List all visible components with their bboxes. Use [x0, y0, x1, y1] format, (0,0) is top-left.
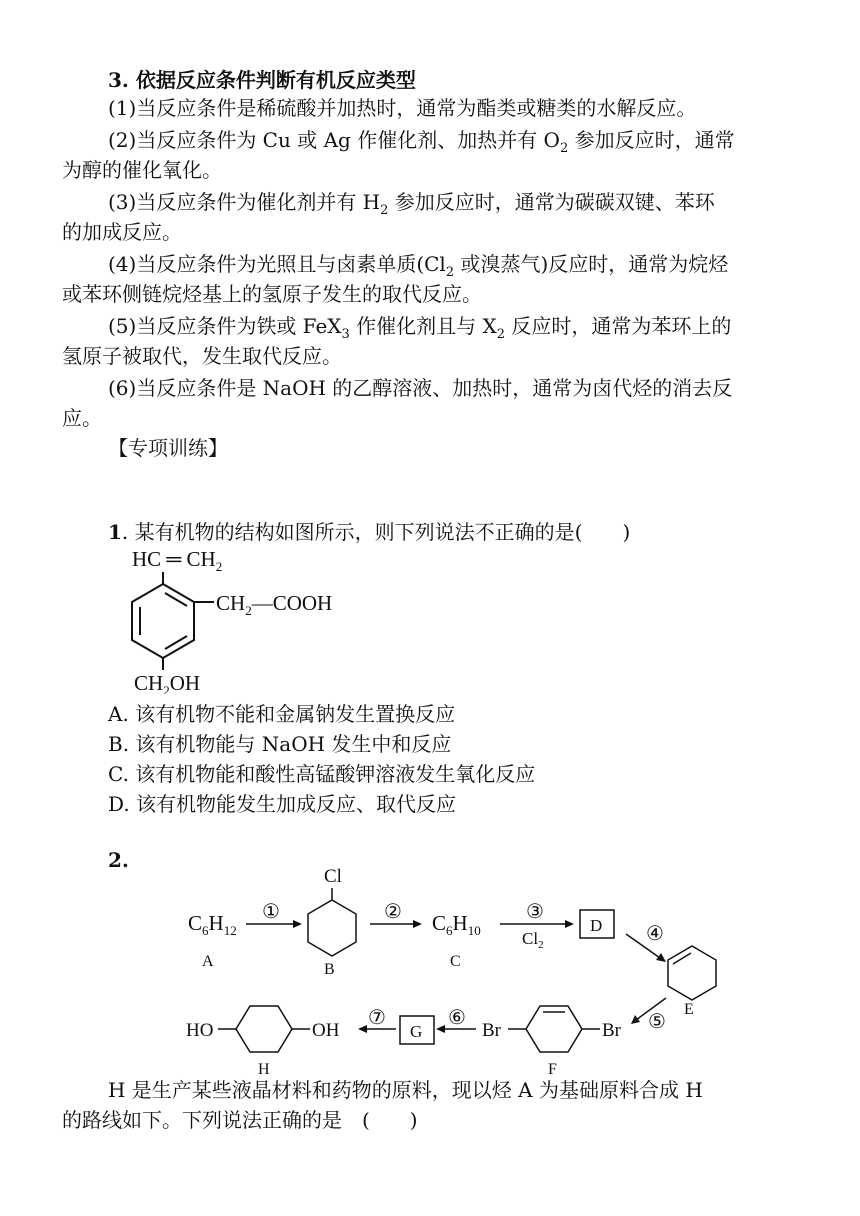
rule-item-4-cont: 或苯环侧链烷烃基上的氢原子发生的取代反应。 [62, 282, 482, 306]
compound-g-label: G [410, 1022, 423, 1041]
rule-item-5-text: (5)当反应条件为铁或 FeX [108, 314, 342, 338]
arrow-step-6-head [436, 1025, 445, 1033]
arrow-step-2-head [413, 920, 422, 928]
rule-item-4-sub: 2 [445, 265, 455, 280]
compound-h-oh: OH [312, 1020, 340, 1041]
q2-num: 2 [108, 848, 122, 872]
compound-f-label: F [548, 1061, 557, 1078]
compound-b-ring [308, 900, 356, 956]
rule-item-3-sub: 2 [380, 203, 389, 218]
rule-item-2-tail: 参加反应时，通常 [568, 128, 735, 152]
arrow-step-7-head [358, 1025, 367, 1033]
rule-item-5-tail: 反应时，通常为苯环上的 [505, 314, 732, 338]
compound-e-ring [668, 946, 716, 1000]
rule-item-2-text: (2)当反应条件为 Cu 或 Ag 作催化剂、加热并有 O [108, 128, 560, 152]
compound-e-label: E [684, 1001, 694, 1018]
q2-synthesis-scheme [180, 860, 740, 1078]
question-1-number: 1 [108, 520, 122, 544]
training-header: 【专项训练】 [108, 436, 228, 460]
step-2-marker: ② [384, 901, 402, 923]
compound-h-ring [236, 1006, 292, 1052]
q1-option-a: A. 该有机物不能和金属钠发生置换反应 [108, 702, 456, 726]
arrow-step-3-head [565, 920, 574, 928]
hydroxymethyl-label: $CH_2OH$ [134, 671, 201, 694]
compound-f-br-right: Br [602, 1020, 621, 1041]
q1-option-c: C. 该有机物能和酸性高锰酸钾溶液发生氧化反应 [108, 762, 536, 786]
compound-f-ring [526, 1006, 582, 1052]
rule-item-6: (6)当反应条件是 NaOH 的乙醇溶液、加热时，通常为卤代烃的消去反 [108, 376, 733, 400]
compound-f-br-left: Br [482, 1020, 501, 1041]
section-number: 3 [108, 68, 122, 92]
step-7-marker: ⑦ [368, 1007, 386, 1029]
rule-item-4-text: (4)当反应条件为光照且与卤素单质(Cl [108, 252, 446, 276]
question-2-stem-line-1: H 是生产某些液晶材料和药物的原料，现以烃 A 为基础原料合成 H [108, 1078, 703, 1102]
side-chain-label: $CH_2—COOH$ [216, 591, 333, 618]
rule-item-3-text: (3)当反应条件为催化剂并有 H [108, 190, 381, 214]
q1-option-b: B. 该有机物能与 NaOH 发生中和反应 [108, 732, 452, 756]
rule-item-3 [108, 188, 715, 225]
step-4-marker: ④ [646, 923, 664, 945]
section-title: . 依据反应条件判断有机反应类型 [121, 68, 416, 92]
question-2-stem-line-2: 的路线如下。下列说法正确的是 ( ) [62, 1108, 418, 1132]
compound-h-ho: HO [186, 1020, 214, 1041]
question-1-text: . 某有机物的结构如图所示，则下列说法不正确的是( ) [121, 520, 631, 544]
rule-item-3-cont: 的加成反应。 [62, 220, 182, 244]
compound-h-label: H [258, 1061, 270, 1078]
compound-c-label: C [450, 953, 461, 970]
rule-item-3-tail: 参加反应时，通常为碳碳双键、苯环 [388, 190, 715, 214]
section-heading [108, 66, 416, 94]
question-1-stem [108, 518, 630, 546]
compound-d-label: D [590, 916, 603, 935]
rule-item-6-cont: 应。 [62, 406, 102, 430]
arrow-step-1-head [293, 920, 302, 928]
rule-item-4-tail: 或溴蒸气)反应时，通常为烷烃 [454, 252, 729, 276]
step-1-marker: ① [262, 901, 280, 923]
vinyl-group-label: HC ═ $CH_2$ [132, 547, 223, 574]
arrow-step-5-head [631, 1015, 640, 1024]
rule-item-2-cont: 为醇的催化氧化。 [62, 158, 222, 182]
compound-b-label: B [324, 961, 335, 978]
rule-item-5-sub: 3 [341, 327, 350, 342]
rule-item-5-sub2: 2 [496, 327, 506, 342]
compound-a-label: A [202, 953, 214, 970]
rule-item-5-mid: 作催化剂且与 X [349, 314, 497, 338]
step-5-marker: ⑤ [648, 1011, 666, 1033]
benzene-ring [132, 584, 194, 658]
question-2-number [108, 846, 129, 874]
rule-item-2-sub: 2 [559, 141, 569, 156]
step-6-marker: ⑥ [448, 1007, 466, 1029]
rule-item-5-cont: 氢原子被取代，发生取代反应。 [62, 344, 342, 368]
q1-structure-diagram [118, 544, 408, 694]
q1-option-d: D. 该有机物能发生加成反应、取代反应 [108, 792, 457, 816]
step-3-reagent: $Cl_2$ [522, 929, 544, 951]
compound-c-formula: $C_6H_{10}$ [432, 911, 481, 938]
step-3-marker: ③ [526, 901, 544, 923]
arrow-step-4-head [656, 953, 666, 962]
q2-num-dot: . [121, 848, 129, 872]
compound-b-cl: Cl [324, 866, 342, 887]
compound-a-formula: $C_6H_{12}$ [188, 911, 237, 938]
rule-item-1: (1)当反应条件是稀硫酸并加热时，通常为酯类或糖类的水解反应。 [108, 96, 697, 120]
